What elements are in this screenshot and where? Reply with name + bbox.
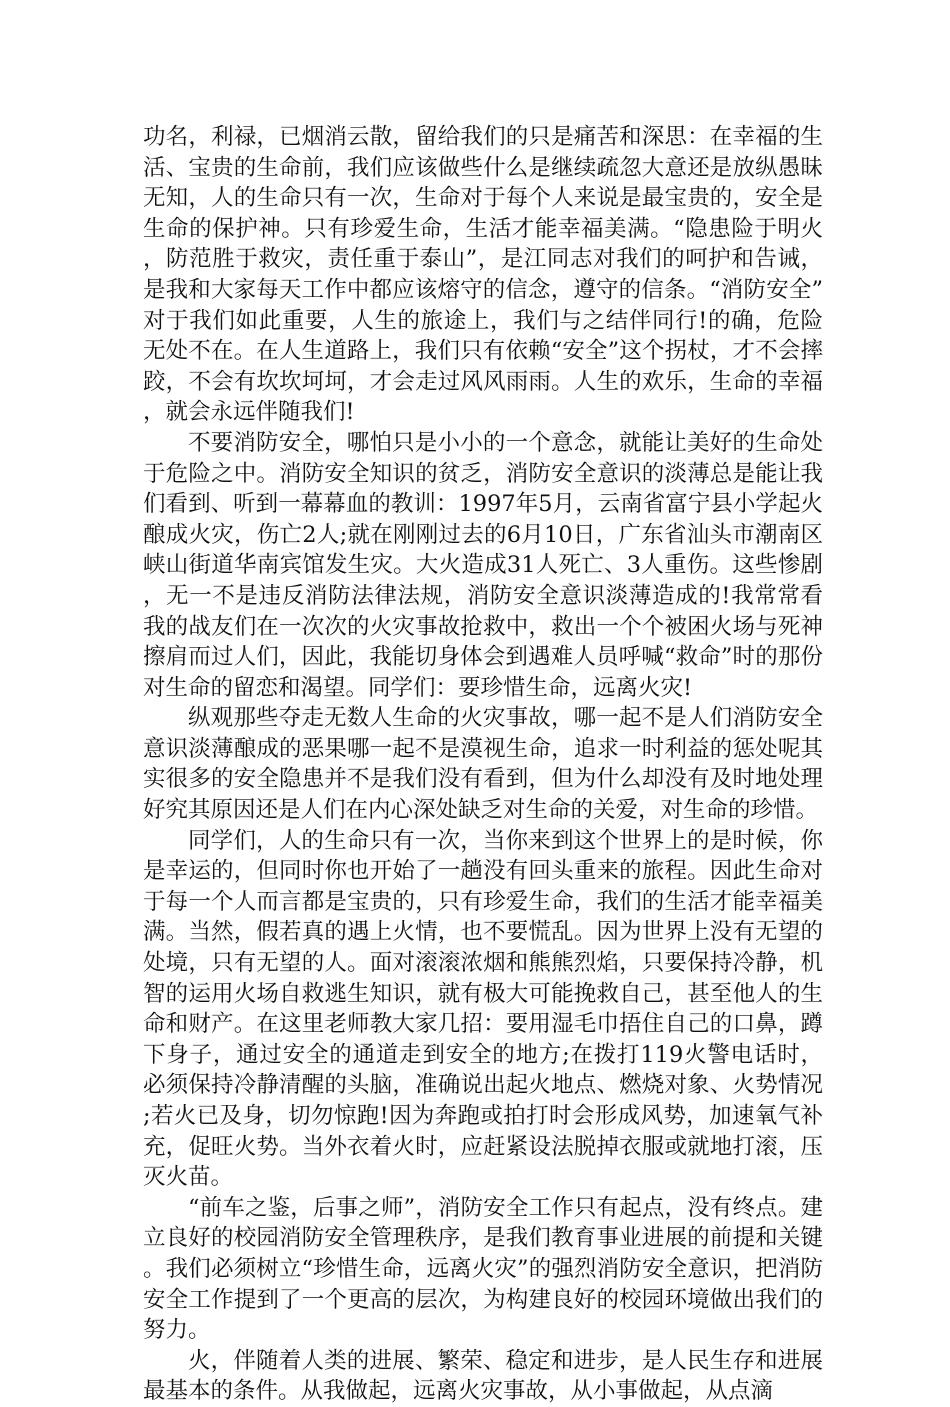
paragraph-1: 功名，利禄，已烟消云散，留给我们的只是痛苦和深思：在幸福的生活、宝贵的生命前，我们应该做些什么是继续疏忽大意还是放纵愚昧无知，人的生命只有一次，生命对于每个人来说是最宝贵的，安全是生命的保护神。只有珍爱生命，生活才能幸福美满。“隐患险于明火，防范胜于救灾，责任重于泰山”，是江同志对我们的呵护和告诫，是我和大家每天工作中都应该熔守的信念，遵守的信条。“消防安全”对于我们如此重要，人生的旅途上，我们与之结伴同行!的确，危险无处不在。在人生道路上，我们只有依赖“安全”这个拐杖，才不会摔跤，不会有坎坎坷坷，才会走过风风雨雨。人生的欢乐，生命的幸福，就会永远伴随我们! bbox=[143, 124, 823, 426]
paragraph-6: 火，伴随着人类的进展、繁荣、稳定和进步，是人民生存和进展最基本的条件。从我做起，远离火灾事故，从小事做起，从点滴 bbox=[143, 1347, 823, 1405]
document-body bbox=[143, 122, 823, 1407]
paragraph-3: 纵观那些夺走无数人生命的火灾事故，哪一起不是人们消防安全意识淡薄酿成的恶果哪一起不是漠视生命，追求一时利益的惩处呢其实很多的安全隐患并不是我们没有看到，但为什么却没有及时地处理好究其原因还是人们在内心深处缺乏对生命的关爱，对生命的珍惜。 bbox=[143, 705, 823, 824]
paragraph-4: 同学们，人的生命只有一次，当你来到这个世界上的是时候，你是幸运的，但同时你也开始了一趟没有回头重来的旅程。因此生命对于每一个人而言都是宝贵的，只有珍爱生命，我们的生活才能幸福美满。当然，假若真的遇上火情，也不要慌乱。因为世界上没有无望的处境，只有无望的人。面对滚滚浓烟和熊熊烈焰，只要保持冷静，机智的运用火场自救逃生知识，就有极大可能挽救自己，甚至他人的生命和财产。在这里老师教大家几招：要用湿毛巾捂住自己的口鼻，蹲下身子，通过安全的通道走到安全的地方;在拨打119火警电话时，必须保持冷静清醒的头脑，准确说出起火地点、燃烧对象、火势情况;若火已及身，切勿惊跑!因为奔跑或拍打时会形成风势，加速氧气补充，促旺火势。当外衣着火时，应赶紧设法脱掉衣服或就地打滚，压灭火苗。 bbox=[143, 827, 823, 1191]
paragraph-2: 不要消防安全，哪怕只是小小的一个意念，就能让美好的生命处于危险之中。消防安全知识的贫乏，消防安全意识的淡薄总是能让我们看到、听到一幕幕血的教训：1997年5月，云南省富宁县小学起火酿成火灾，伤亡2人;就在刚刚过去的6月10日，广东省汕头市潮南区峡山街道华南宾馆发生灾。大火造成31人死亡、3人重伤。这些惨剧，无一不是违反消防法律法规，消防安全意识淡薄造成的!我常常看我的战友们在一次次的火灾事故抢救中，救出一个个被困火场与死神擦肩而过人们，因此，我能切身体会到遇难人员呼喊“救命”时的那份对生命的留恋和渴望。同学们：要珍惜生命，远离火灾! bbox=[143, 429, 823, 701]
paragraph-5: “前车之鉴，后事之师”，消防安全工作只有起点，没有终点。建立良好的校园消防安全管理秩序，是我们教育事业进展的前提和关键。我们必须树立“珍惜生命，远离火灾”的强烈消防安全意识，把消防安全工作提到了一个更高的层次，为构建良好的校园环境做出我们的努力。 bbox=[143, 1194, 823, 1344]
